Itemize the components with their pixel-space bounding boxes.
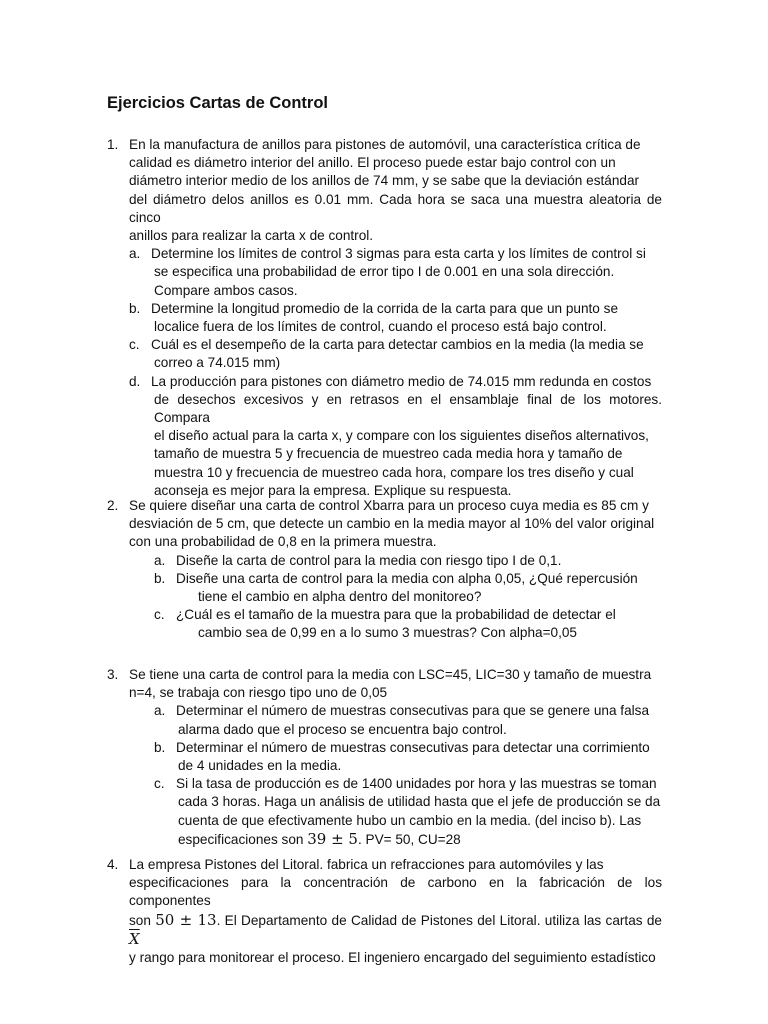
item-text-line: tamaño de muestra 5 y frecuencia de muestreo cada media hora y tamaño de <box>154 446 623 462</box>
item-text-line: muestra 10 y frecuencia de muestreo cada hora, compare los tres diseño y cual <box>154 464 634 480</box>
spec-math: 50 ± 13 <box>155 910 217 929</box>
item-label: c. <box>129 337 140 353</box>
item-label: b. <box>154 570 166 586</box>
item-text-line: de 4 unidades en la media. <box>178 758 342 774</box>
question-4 <box>107 856 662 967</box>
specs-prefix: especificaciones son <box>178 831 308 847</box>
item-text-line: Si la tasa de producción es de 1400 unidades por hora y las muestras se toman <box>176 776 657 792</box>
item-text-line: aconseja es mejor para la empresa. Explique su respuesta. <box>154 482 512 498</box>
item-text-line: La producción para pistones con diámetro medio de 74.015 mm redunda en costos <box>151 373 652 389</box>
text-fragment: son <box>129 912 156 928</box>
item-label: c. <box>154 776 165 792</box>
question-text-line: anillos para realizar la carta x de control. <box>129 228 374 244</box>
specs-suffix: . PV= 50, CU=28 <box>357 831 461 847</box>
item-text-line: alarma dado que el proceso se encuentra bajo control. <box>178 721 507 737</box>
question-text-line: Se tiene una carta de control para la media con LSC=45, LIC=30 y tamaño de muestra <box>129 667 652 682</box>
item-text-line: de desechos excesivos y en retrasos en el ensamblaje final de los motores. Compara <box>154 391 662 426</box>
question-text-line: y rango para monitorear el proceso. El ingeniero encargado del seguimiento estadístico <box>129 950 656 966</box>
question-3 <box>107 666 662 849</box>
page-title: Ejercicios Cartas de Control <box>107 94 328 112</box>
question-text-line: con una probabilidad de 0,8 en la primera muestra. <box>129 534 437 550</box>
item-text-line: se especifica una probabilidad de error tipo I de 0.001 en una sola dirección. <box>154 264 615 280</box>
item-text-line <box>178 830 662 849</box>
item-text-line: Cuál es el desempeño de la carta para detectar cambios en la media (la media se <box>151 337 644 353</box>
item-text-line: Diseñe una carta de control para la media con alpha 0,05, ¿Qué repercusión <box>176 570 638 586</box>
xbar-symbol: $\overline{X}$ <box>129 929 140 948</box>
question-text-line: desviación de 5 cm, que detecte un cambio en la media mayor al 10% del valor original <box>129 516 655 532</box>
item-text-line: Compare ambos casos. <box>154 282 298 298</box>
question-text-line: del diámetro delos anillos es 0.01 mm. Cada hora se saca una muestra aleatoria de cinco <box>129 191 662 225</box>
item-text-line: localice fuera de los límites de control, cuando el proceso está bajo control. <box>154 319 607 335</box>
question-2 <box>107 497 662 643</box>
item-text-line: el diseño actual para la carta x, y compare con los siguientes diseños alternativos, <box>154 428 649 444</box>
item-label: b. <box>129 300 141 316</box>
item-label: a. <box>154 703 166 719</box>
question-text-line: calidad es diámetro interior del anillo. El proceso puede estar bajo control con un <box>129 155 616 171</box>
item-text-line: cuenta de que efectivamente hubo un cambio en la media. (del inciso b). Las <box>178 812 642 828</box>
item-text-line: ¿Cuál es el tamaño de la muestra para que la probabilidad de detectar el <box>176 607 616 623</box>
question-text-line: En la manufactura de anillos para pistones de automóvil, una característica crítica de <box>129 137 641 152</box>
question-number: 1. <box>107 137 119 152</box>
item-label: d. <box>129 373 141 389</box>
question-text-line <box>129 911 662 949</box>
item-text-line: Determinar el número de muestras consecutivas para detectar una corrimiento <box>176 739 650 755</box>
spec-math: 39 ± 5 <box>307 829 358 848</box>
question-text-line: La empresa Pistones del Litoral. fabrica un refracciones para automóviles y las <box>129 857 604 872</box>
question-number: 2. <box>107 498 119 513</box>
item-text-line: cada 3 horas. Haga un análisis de utilidad hasta que el jefe de producción se da <box>178 794 661 810</box>
question-text-line: Se quiere diseñar una carta de control Xbarra para un proceso cuya media es 85 cm y <box>129 498 649 513</box>
question-number: 4. <box>107 857 119 872</box>
text-fragment: . El Departamento de Calidad de Pistones del Litoral. utiliza las cartas de <box>216 912 662 928</box>
question-text-line: diámetro interior medio de los anillos de 74 mm, y se sabe que la deviación estándar <box>129 173 640 189</box>
item-label: b. <box>154 739 166 755</box>
question-1 <box>107 136 662 500</box>
item-text-line: Determine la longitud promedio de la corrida de la carta para que un punto se <box>151 300 619 316</box>
item-text-line: Determine los límites de control 3 sigmas para esta carta y los límites de control si <box>151 246 646 262</box>
question-text-line: especificaciones para la concentración de carbono en la fabricación de los componentes <box>129 875 662 909</box>
question-number: 3. <box>107 667 119 682</box>
item-text-line: cambio sea de 0,99 en a lo sumo 3 muestras? Con alpha=0,05 <box>198 625 577 641</box>
item-label: a. <box>154 552 166 568</box>
question-text-line: n=4, se trabaja con riesgo tipo uno de 0,05 <box>129 685 388 701</box>
item-label: a. <box>129 246 141 262</box>
item-text-line: Determinar el número de muestras consecutivas para que se genere una falsa <box>176 703 650 719</box>
item-text-line: Diseñe la carta de control para la media con riesgo tipo I de 0,1. <box>176 552 562 568</box>
item-text-line: correo a 74.015 mm) <box>154 355 281 371</box>
item-label: c. <box>154 607 165 623</box>
item-text-line: tiene el cambio en alpha dentro del monitoreo? <box>198 589 482 605</box>
